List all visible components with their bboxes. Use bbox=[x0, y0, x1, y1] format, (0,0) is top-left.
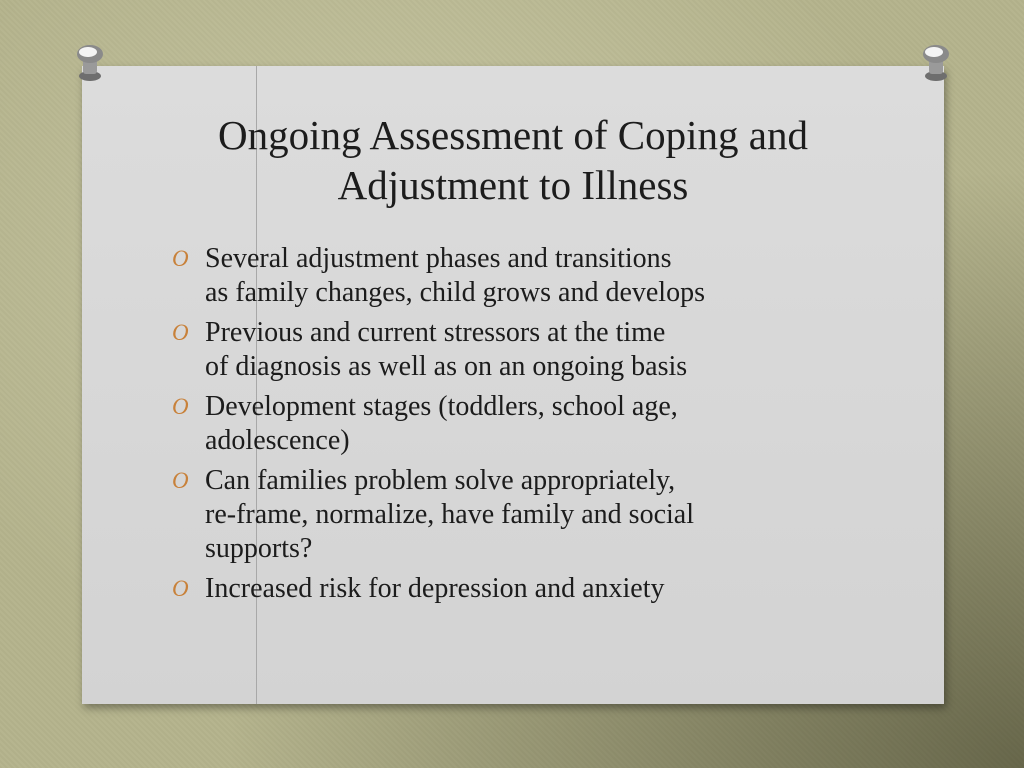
bullet-item bbox=[172, 390, 872, 458]
bullet-marker-icon: O bbox=[172, 394, 189, 419]
bullet-item bbox=[172, 316, 872, 384]
bullet-text: Previous and current stressors at the time of diagnosis as well as on an ongoing basis bbox=[205, 317, 688, 382]
slide-title-line: Ongoing Assessment of Coping and bbox=[218, 112, 808, 158]
bullet-text: Several adjustment phases and transitions as family changes, child grows and develops bbox=[205, 243, 705, 308]
slide-title-line: Adjustment to Illness bbox=[337, 162, 689, 208]
bullet-marker-icon: O bbox=[172, 246, 189, 271]
bullet-text: Development stages (toddlers, school age, adolescence) bbox=[205, 391, 678, 456]
pushpin-icon bbox=[918, 42, 954, 82]
bullet-text: Increased risk for depression and anxiety bbox=[205, 573, 665, 604]
bullet-item bbox=[172, 242, 872, 310]
bullet-text: Can families problem solve appropriately, re-frame, normalize, have family and social supports? bbox=[205, 465, 694, 564]
bullet-marker-icon: O bbox=[172, 320, 189, 345]
slide-title bbox=[82, 110, 944, 210]
bullet-item bbox=[172, 464, 872, 566]
bullet-marker-icon: O bbox=[172, 576, 189, 601]
bullet-item bbox=[172, 572, 872, 606]
bullet-list bbox=[172, 242, 872, 612]
pushpin-icon bbox=[72, 42, 108, 82]
bullet-marker-icon: O bbox=[172, 468, 189, 493]
